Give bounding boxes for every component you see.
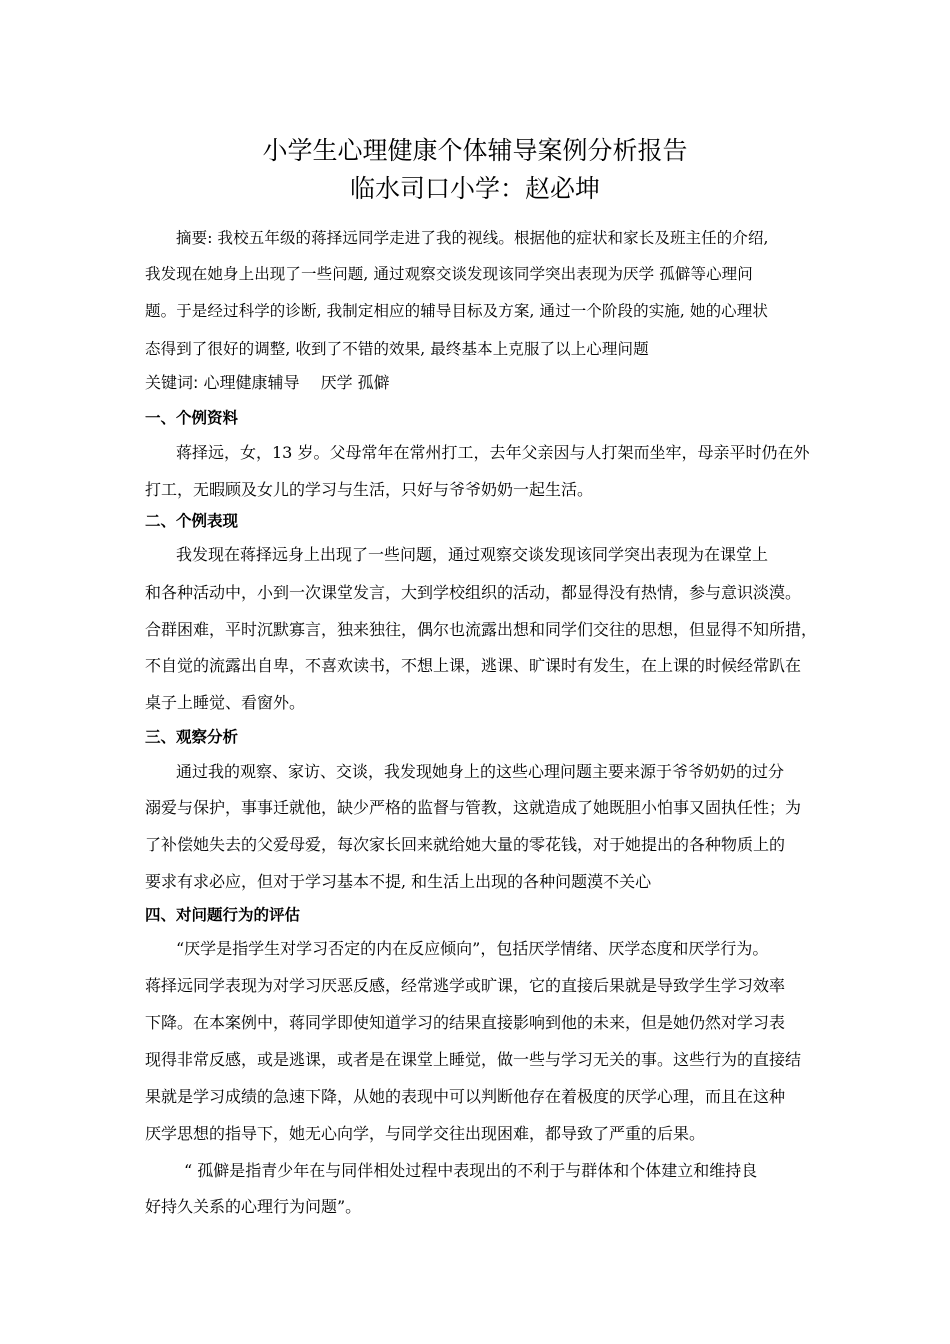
paragraph-line: 打工，无暇顾及女儿的学习与生活，只好与爷爷奶奶一起生活。 (145, 480, 594, 499)
paragraph-line: “厌学是指学生对学习否定的内在反应倾向”，包括厌学情绪、厌学态度和厌学行为。 (176, 939, 769, 958)
section-heading: 三、观察分析 (145, 728, 239, 746)
paragraph-line: 要求有求必应，但对于学习基本不提, 和生活上出现的各种问题漠不关心 (145, 872, 652, 891)
keywords: 关键词: 心理健康辅导 厌学 孤僻 (145, 373, 390, 392)
paragraph-line: 桌子上睡觉、看窗外。 (145, 693, 306, 712)
abstract-line: 摘要: 我校五年级的蒋择远同学走进了我的视线。根据他的症状和家长及班主任的介绍, (176, 229, 769, 247)
paragraph-line: “ 孤僻是指青少年在与同伴相处过程中表现出的不利于与群体和个体建立和维持良 (184, 1161, 758, 1180)
paragraph-line: 好持久关系的心理行为问题”。 (145, 1197, 362, 1216)
paragraph-line: 和各种活动中，小到一次课堂发言，大到学校组织的活动，都显得没有热情，参与意识淡漠。 (145, 583, 802, 602)
paragraph-line: 蒋择远同学表现为对学习厌恶反感，经常逃学或旷课，它的直接后果就是导致学生学习效率 (145, 976, 786, 995)
paragraph-line: 果就是学习成绩的急速下降，从她的表现中可以判断他存在着极度的厌学心理，而且在这种 (145, 1087, 786, 1106)
paragraph-line: 了补偿她失去的父爱母爱，每次家长回来就给她大量的零花钱，对于她提出的各种物质上的 (145, 835, 786, 854)
section-heading: 二、个例表现 (145, 512, 239, 530)
section-heading: 四、对问题行为的评估 (145, 906, 301, 924)
paragraph-line: 不自觉的流露出自卑，不喜欢读书，不想上课，逃课、旷课时有发生，在上课的时候经常趴在 (145, 656, 802, 675)
paragraph-line: 我发现在蒋择远身上出现了一些问题，通过观察交谈发现该同学突出表现为在课堂上 (176, 545, 769, 564)
paragraph-line: 蒋择远，女，13 岁。父母常年在常州打工，去年父亲因与人打架而坐牢，母亲平时仍在外 (176, 443, 810, 462)
document-title: 小学生心理健康个体辅导案例分析报告 (262, 136, 688, 165)
abstract-line: 态得到了很好的调整, 收到了不错的效果, 最终基本上克服了以上心理问题 (145, 340, 649, 358)
abstract-line: 我发现在她身上出现了一些问题, 通过观察交谈发现该同学突出表现为厌学 孤僻等心理问 (145, 265, 753, 283)
paragraph-line: 合群困难，平时沉默寡言，独来独往，偶尔也流露出想和同学们交往的思想，但显得不知所措， (145, 620, 818, 639)
paragraph-line: 溺爱与保护，事事迁就他，缺少严格的监督与管教，这就造成了她既胆小怕事又固执任性；为 (145, 798, 802, 817)
paragraph-line: 现得非常反感，或是逃课，或者是在课堂上睡觉，做一些与学习无关的事。这些行为的直接结 (145, 1050, 802, 1069)
paragraph-line: 通过我的观察、家访、交谈，我发现她身上的这些心理问题主要来源于爷爷奶奶的过分 (176, 762, 785, 781)
section-heading: 一、个例资料 (145, 409, 239, 427)
paragraph-line: 厌学思想的指导下，她无心向学，与同学交往出现困难，都导致了严重的后果。 (145, 1124, 706, 1143)
abstract-line: 题。于是经过科学的诊断, 我制定相应的辅导目标及方案, 通过一个阶段的实施, 她的心理状 (145, 302, 768, 320)
document-author: 临水司口小学：赵必坤 (349, 174, 600, 203)
paragraph-line: 下降。在本案例中，蒋同学即使知道学习的结果直接影响到他的未来，但是她仍然对学习表 (145, 1013, 786, 1032)
